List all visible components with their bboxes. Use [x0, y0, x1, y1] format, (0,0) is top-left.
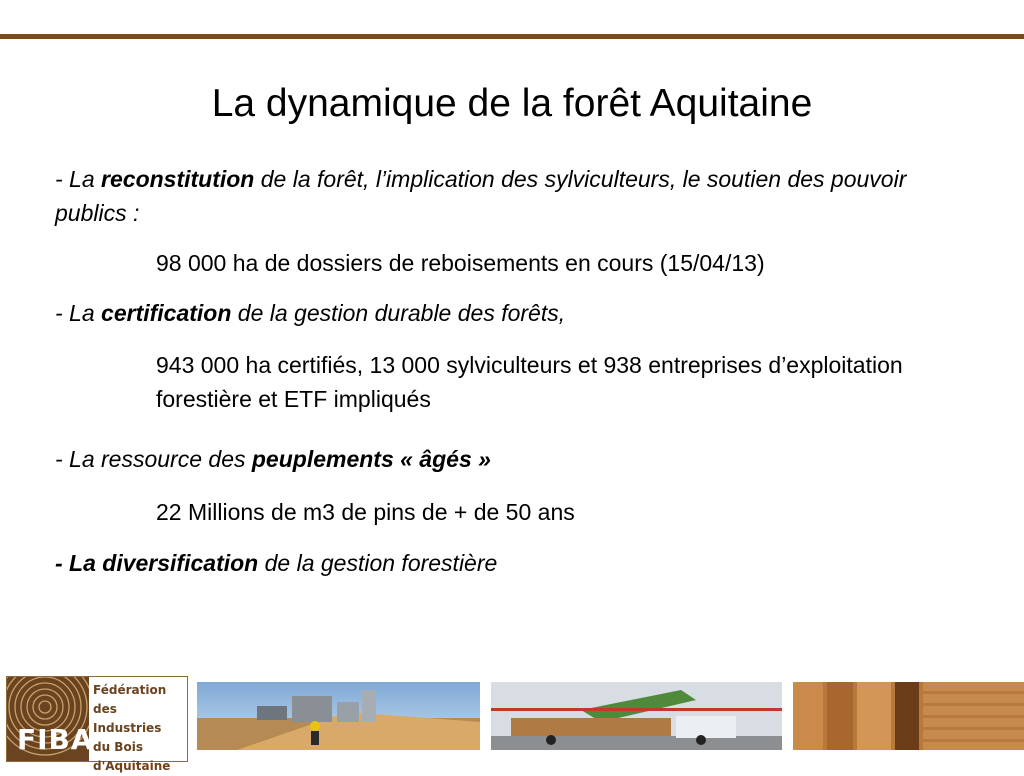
bullet-certification: [55, 296, 565, 330]
bullet-prefix: - La: [55, 300, 102, 326]
bullet-text: de la gestion durable des forêts,: [231, 300, 566, 326]
sawmill-photo: [197, 682, 480, 750]
bullet-emphasis: - La diversification: [55, 550, 259, 576]
bullet-emphasis: reconstitution: [101, 166, 255, 192]
bullet-text: de la forêt, l’implication des sylviculteurs, le soutien des pouvoir publics :: [55, 166, 907, 226]
footer-strip: [0, 676, 1024, 773]
bullet-text: de la gestion forestière: [258, 550, 498, 576]
fiba-logo: [6, 676, 188, 773]
bullet-emphasis: peuplements « âgés »: [251, 446, 491, 472]
bullet-reconstitution: [55, 162, 975, 230]
top-rule: [0, 34, 1024, 39]
bullet-prefix: - La ressource des: [55, 446, 252, 472]
detail-peuplements: 22 Millions de m3 de pins de + de 50 ans: [156, 499, 575, 525]
bullet-peuplements: [55, 442, 491, 476]
bullet-emphasis: certification: [101, 300, 232, 326]
slide-title: La dynamique de la forêt Aquitaine: [211, 82, 813, 125]
bullet-prefix: - La: [55, 166, 102, 192]
wood-cladding-photo: [793, 682, 1024, 750]
detail-certification: 943 000 ha certifiés, 13 000 sylviculteurs et 938 entreprises d’exploitation forestière et ETF impliqués: [156, 352, 903, 412]
log-truck-photo: [491, 682, 782, 750]
detail-reboisements: 98 000 ha de dossiers de reboisements en cours (15/04/13): [156, 250, 765, 276]
logo-name: FIBA: [17, 723, 94, 756]
logo-text: Fédération des Industries du Bois d'Aquitaine: [93, 683, 171, 773]
bullet-diversification: [55, 546, 497, 580]
